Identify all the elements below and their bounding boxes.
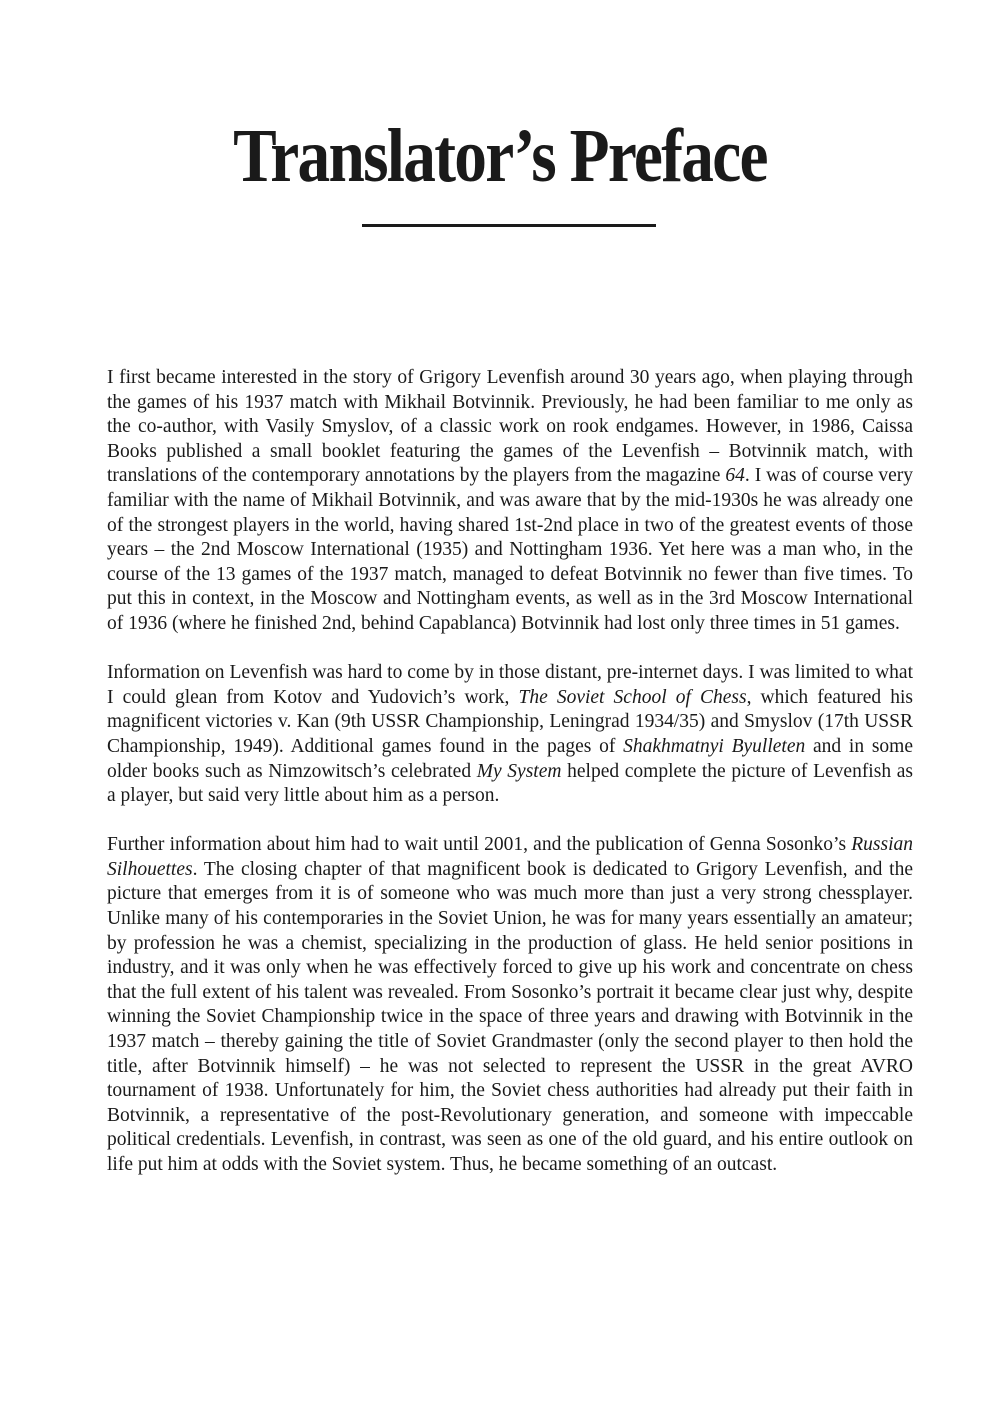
title-underline-rule: [362, 224, 656, 227]
paragraph-2: [107, 661, 913, 809]
paragraph-text: helped complete the picture of Levenfish as a player, but said very little about him as a person.: [107, 760, 913, 807]
book-title: The Soviet School of Chess: [518, 686, 747, 708]
page-title: Translator’s Preface: [233, 114, 767, 198]
paragraph-text: Further information about him had to wait until 2001, and the publication of Genna Sosonko’s: [107, 834, 852, 856]
paragraph-text: . The closing chapter of that magnificent book is dedicated to Grigory Levenfish, and the picture that emerges from it is of someone who was much more than just a very strong chessplayer. Unlike many of his contemporaries in the Soviet Union, he was for many years essentially an amateur; by profession he was a chemist, specializing in the production of glass. He held senior positions in industry, and it was only when he was effectively forced to give up his work and concentrate on chess that the full extent of his talent was revealed. From Sosonko’s portrait it became clear just why, despite winning the Soviet Championship twice in the space of three years and drawing with Botvinnik in the 1937 match – thereby gaining the title of Soviet Grandmaster (only the second player to then hold the title, after Botvinnik himself) – he was not selected to represent the USSR in the great AVRO tournament of 1938. Unfortunately for him, the Soviet chess authorities had already put their faith in Botvinnik, a representative of the post-Revolutionary generation, and someone with impeccable political credentials. Levenfish, in contrast, was seen as one of the old guard, and his entire outlook on life put him at odds with the Soviet system. Thus, he became something of an outcast.: [107, 858, 913, 1175]
paragraph-text: . I was of course very familiar with the name of Mikhail Botvinnik, and was aware that by the mid-1930s he was already one of the strongest players in the world, having shared 1st-2nd place in two of the greatest events of those years – the 2nd Moscow International (1935) and Nottingham 1936. Yet here was a man who, in the course of the 13 games of the 1937 match, managed to defeat Botvinnik no fewer than five times. To put this in context, in the Moscow and Nottingham events, as well as in the 3rd Moscow International of 1936 (where he finished 2nd, behind Capablanca) Botvinnik had lost only three times in 51 games.: [107, 465, 913, 634]
book-title: Russian Silhouettes: [107, 834, 913, 880]
preface-body: [107, 366, 913, 1202]
book-title: My System: [476, 760, 562, 782]
periodical-title: Shakhmatnyi Byulleten: [623, 735, 806, 757]
paragraph-text: Information on Levenfish was hard to come by in those distant, pre-internet days. I was limited to what I could glean from Kotov and Yudovich’s work,: [107, 662, 913, 708]
magazine-title: 64: [725, 465, 745, 487]
paragraph-text: , which featured his magnificent victories v. Kan (9th USSR Championship, Leningrad 1934/35) and Smyslov (17th USSR Championship, 1949). Additional games found in the pages of: [107, 686, 913, 757]
paragraph-text: and in some older books such as Nimzowitsch’s celebrated: [107, 735, 913, 782]
paragraph-1: [107, 366, 913, 637]
paragraph-text: I first became interested in the story of Grigory Levenfish around 30 years ago, when playing through the games of his 1937 match with Mikhail Botvinnik. Previously, he had been familiar to me only as the co-author, with Vasily Smyslov, of a classic work on rook endgames. However, in 1986, Caissa Books published a small booklet featuring the games of the Levenfish – Botvinnik match, with translations of the contemporary annotations by the players from the magazine: [107, 367, 913, 487]
paragraph-3: [107, 833, 913, 1177]
